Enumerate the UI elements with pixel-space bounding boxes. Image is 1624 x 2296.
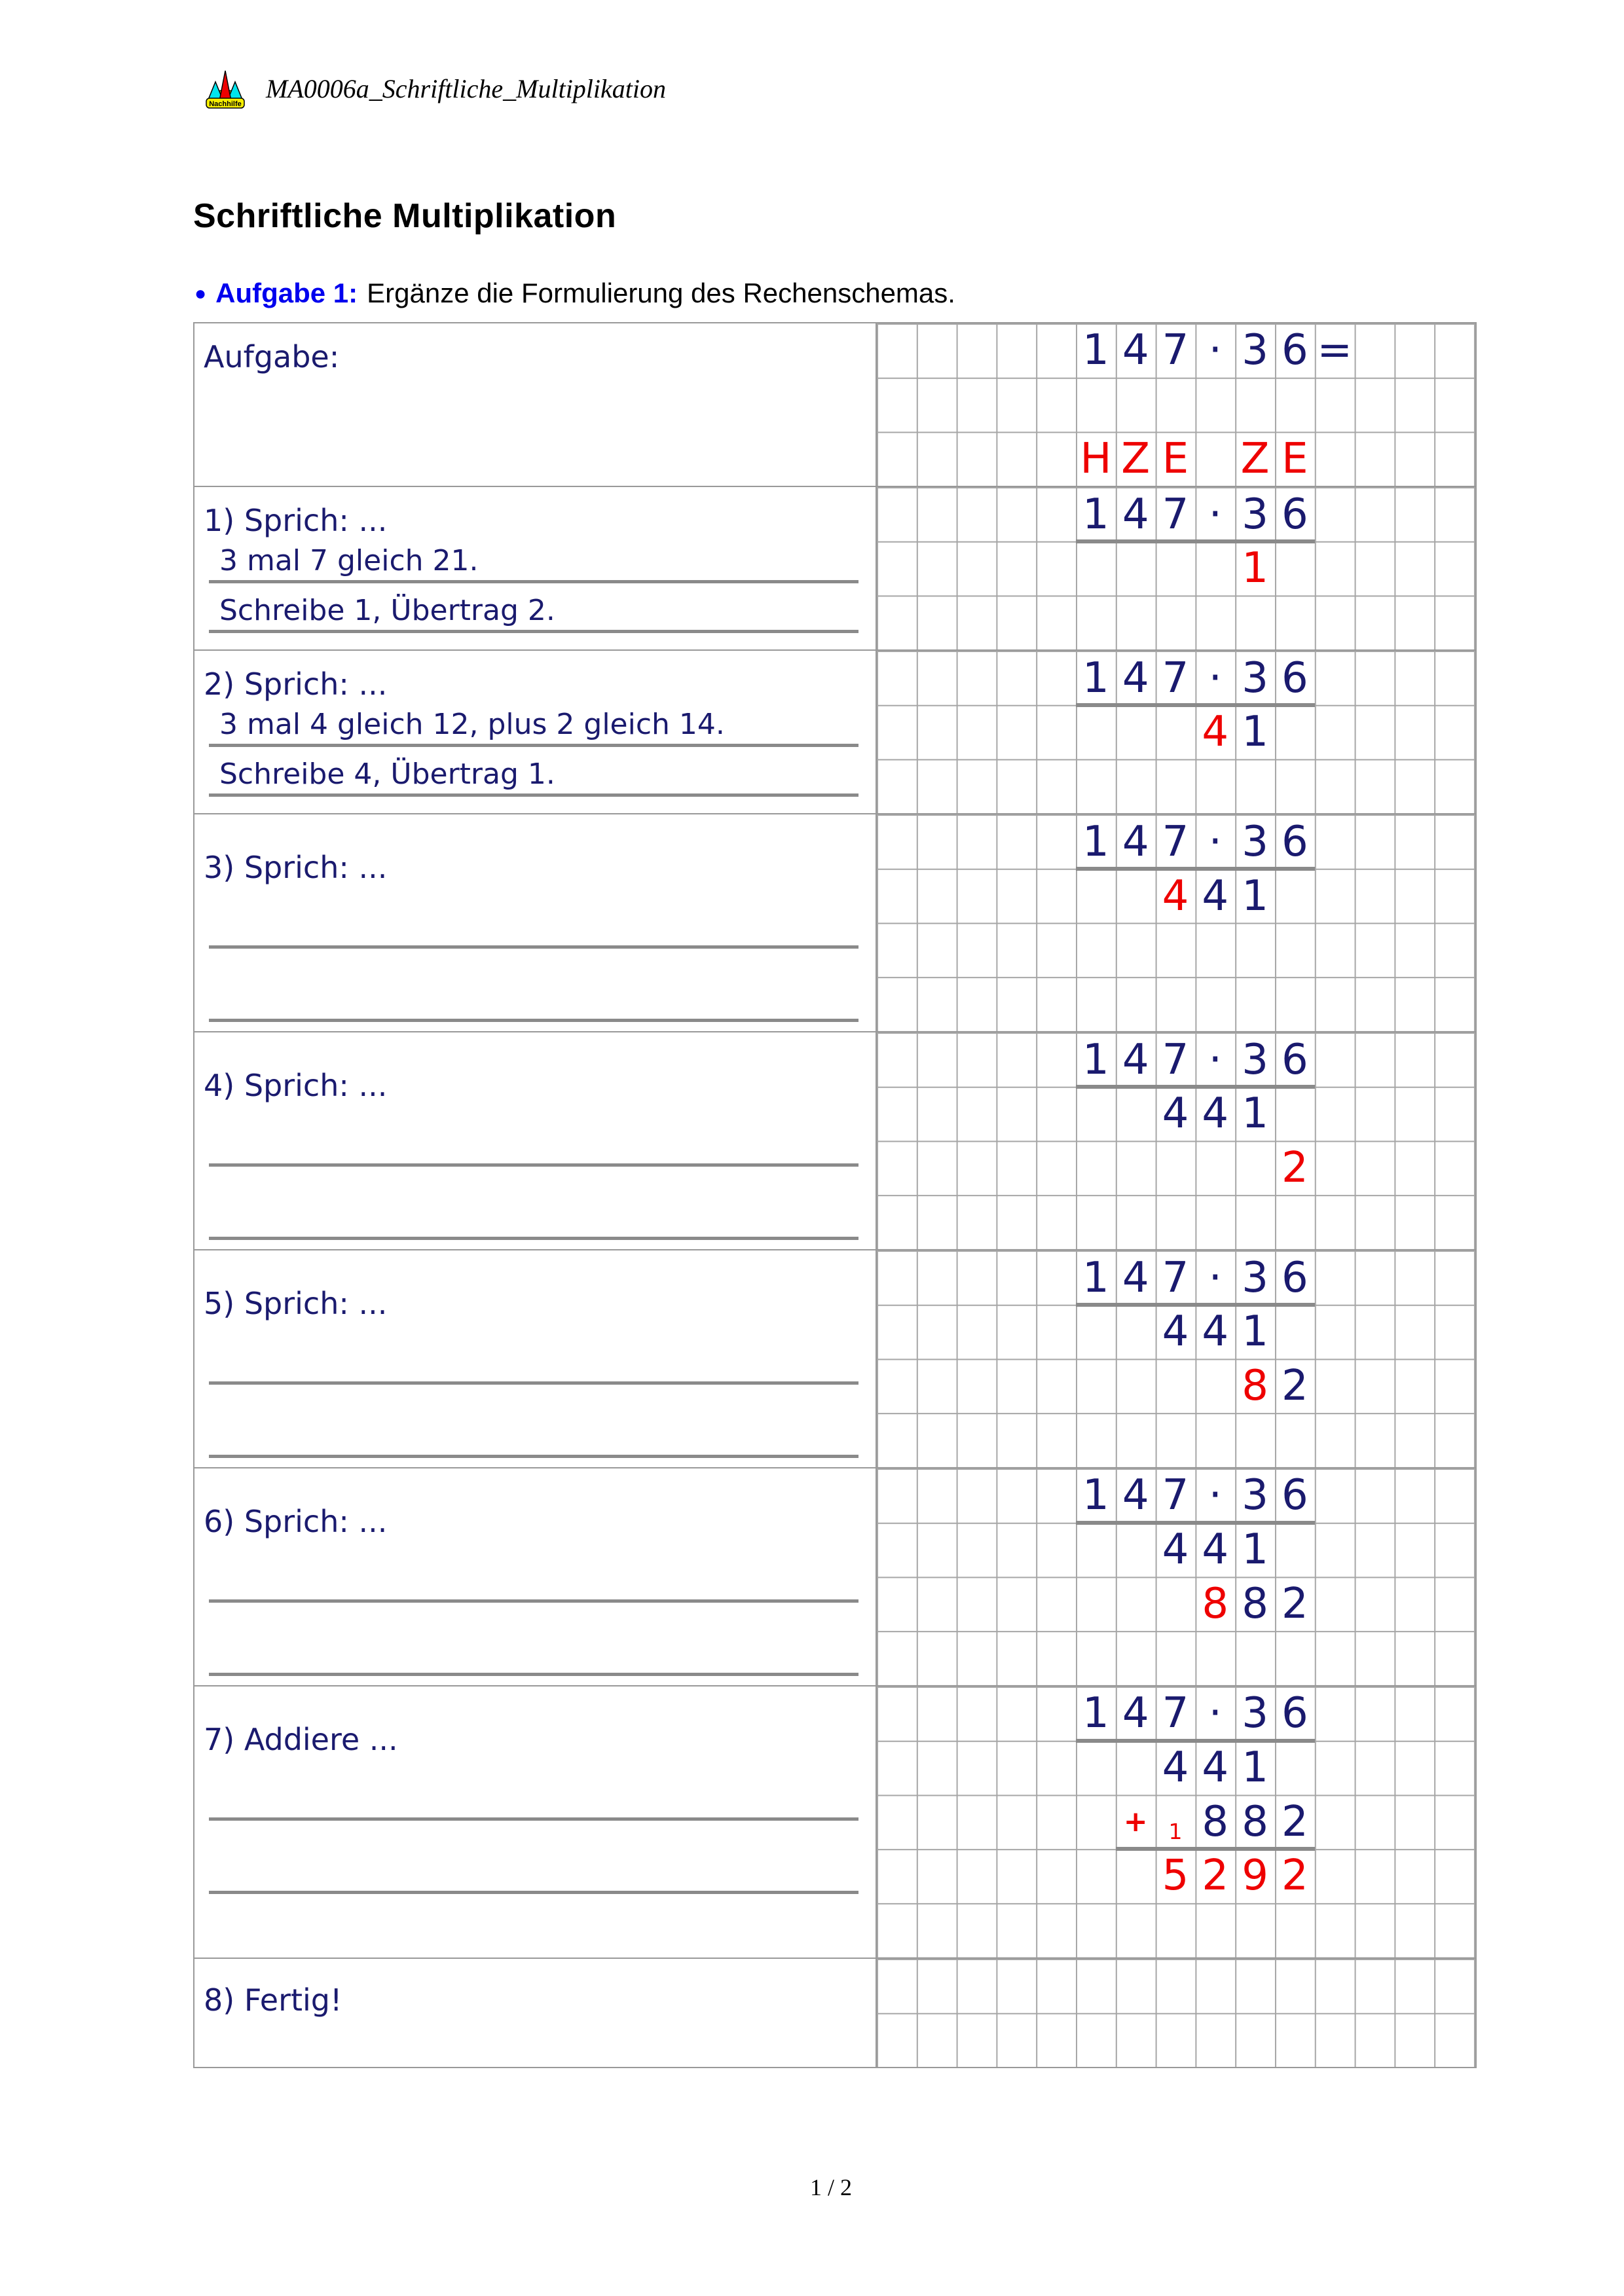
squared-grid xyxy=(877,1032,1475,1249)
grid-digit: · xyxy=(1208,653,1222,702)
answer-text: 3 mal 7 gleich 21. xyxy=(219,544,479,578)
grid-digit: · xyxy=(1208,1471,1222,1520)
answer-line xyxy=(209,542,858,583)
grid-digit: 4 xyxy=(1162,871,1189,920)
grid-digit: 1 xyxy=(1082,1253,1109,1302)
worksheet-row xyxy=(194,323,1475,486)
answer-line xyxy=(209,981,858,1022)
grid-digit: 1 xyxy=(1242,708,1268,757)
grid-digit: 6 xyxy=(1282,326,1308,375)
grid-digit: 1 xyxy=(1082,1471,1109,1520)
grid-digit: 8 xyxy=(1242,1362,1268,1411)
grid-digit: 6 xyxy=(1282,1471,1308,1520)
instruction-cell xyxy=(194,487,877,649)
grid-digit: 7 xyxy=(1162,653,1189,702)
answer-line xyxy=(209,1635,858,1676)
grid-digit: 4 xyxy=(1162,1089,1189,1139)
grid-digit: · xyxy=(1208,1035,1222,1084)
grid-digit: 4 xyxy=(1162,1743,1189,1793)
grid-digit: 2 xyxy=(1282,1579,1308,1628)
answer-line xyxy=(209,1417,858,1458)
grid-digit: E xyxy=(1162,434,1189,483)
grid-digit: 4 xyxy=(1202,871,1229,920)
row-label: 8) Fertig! xyxy=(204,1982,342,2018)
squared-grid xyxy=(877,814,1475,1031)
grid-digit: 1 xyxy=(1082,1689,1109,1738)
page-title: Schriftliche Multiplikation xyxy=(193,197,617,235)
row-label: 7) Addiere ... xyxy=(204,1721,398,1757)
answer-line xyxy=(209,592,858,633)
grid-digit: 1 xyxy=(1082,817,1109,866)
answer-line xyxy=(209,907,858,949)
grid-digit: 4 xyxy=(1122,1035,1149,1084)
grid-digit: 3 xyxy=(1242,490,1268,539)
grid-digit: 3 xyxy=(1242,1471,1268,1520)
grid-digit: 7 xyxy=(1162,490,1189,539)
grid-digit: 3 xyxy=(1242,817,1268,866)
instruction-cell xyxy=(194,814,877,1031)
grid-digit: 1 xyxy=(1082,490,1109,539)
grid-digit: · xyxy=(1208,326,1222,375)
squared-grid xyxy=(877,487,1475,649)
worksheet-row xyxy=(194,486,1475,649)
logo-label: Nachhilfe xyxy=(209,100,242,108)
squared-grid xyxy=(877,1959,1475,2067)
worksheet-row xyxy=(194,1031,1475,1249)
grid-digit: 8 xyxy=(1242,1579,1268,1628)
worksheet-row xyxy=(194,1249,1475,1467)
answer-line xyxy=(209,1561,858,1603)
answer-line xyxy=(209,1343,858,1385)
worksheet-row xyxy=(194,1958,1475,2067)
row-label: 4) Sprich: ... xyxy=(204,1068,388,1104)
task-text: Ergänze die Formulierung des Rechenschemas. xyxy=(367,278,955,308)
grid-digit: 1 xyxy=(1242,1525,1268,1575)
answer-line xyxy=(209,706,858,747)
grid-digit: 4 xyxy=(1122,817,1149,866)
squared-grid xyxy=(877,651,1475,813)
grid-digit: 8 xyxy=(1242,1797,1268,1846)
grid-digit: 9 xyxy=(1242,1851,1268,1901)
instruction-cell xyxy=(194,1250,877,1467)
grid-digit: 3 xyxy=(1242,1689,1268,1738)
plus-sign: + xyxy=(1123,1804,1148,1838)
task-line xyxy=(194,278,955,309)
grid-digit: 7 xyxy=(1162,1689,1189,1738)
answer-line xyxy=(209,1199,858,1240)
worksheet-table xyxy=(193,322,1477,2068)
grid-digit: · xyxy=(1208,1253,1222,1302)
grid-digit: 6 xyxy=(1282,490,1308,539)
grid-digit: 4 xyxy=(1162,1525,1189,1575)
squared-grid xyxy=(877,1468,1475,1685)
row-label: 2) Sprich: ... xyxy=(204,666,388,702)
grid-digit: 6 xyxy=(1282,1035,1308,1084)
grid-digit: 1 xyxy=(1242,1089,1268,1139)
grid-digit: 6 xyxy=(1282,817,1308,866)
grid-digit: 4 xyxy=(1122,1471,1149,1520)
grid-digit: 4 xyxy=(1122,1689,1149,1738)
grid-digit: 1 xyxy=(1242,1743,1268,1793)
grid-digit: Z xyxy=(1240,434,1270,483)
grid-digit: 4 xyxy=(1202,1307,1229,1357)
row-label: 5) Sprich: ... xyxy=(204,1286,388,1322)
grid-digit: 3 xyxy=(1242,326,1268,375)
grid-digit: = xyxy=(1317,326,1352,375)
grid-digit: 4 xyxy=(1162,1307,1189,1357)
nachhilfe-logo xyxy=(205,68,246,110)
grid-digit: 2 xyxy=(1282,1851,1308,1901)
grid-digit: 3 xyxy=(1242,653,1268,702)
grid-digit: 2 xyxy=(1282,1144,1308,1193)
answer-text: Schreibe 4, Übertrag 1. xyxy=(219,757,555,792)
grid-digit: 1 xyxy=(1242,871,1268,920)
logo-mountain-center xyxy=(219,71,231,101)
squared-grid xyxy=(877,1686,1475,1958)
grid-digit: 4 xyxy=(1122,326,1149,375)
grid-digit: 7 xyxy=(1162,326,1189,375)
squared-grid xyxy=(877,1250,1475,1467)
page-number: 1 / 2 xyxy=(809,2174,852,2200)
grid-digit: 7 xyxy=(1162,1035,1189,1084)
worksheet-row xyxy=(194,813,1475,1031)
grid-digit: 4 xyxy=(1122,1253,1149,1302)
grid-digit: 1 xyxy=(1242,1307,1268,1357)
answer-text: 3 mal 4 gleich 12, plus 2 gleich 14. xyxy=(219,708,725,742)
grid-digit: 8 xyxy=(1202,1579,1229,1628)
carry-digit: 1 xyxy=(1168,1819,1183,1845)
instruction-cell xyxy=(194,651,877,813)
grid-digit: 1 xyxy=(1082,326,1109,375)
grid-digit: 7 xyxy=(1162,817,1189,866)
answer-text: Schreibe 1, Übertrag 2. xyxy=(219,594,555,628)
instruction-cell xyxy=(194,1959,877,2067)
grid-digit: 3 xyxy=(1242,1253,1268,1302)
task-label: Aufgabe 1: xyxy=(215,278,358,308)
grid-digit: · xyxy=(1208,817,1222,866)
grid-digit: 7 xyxy=(1162,1471,1189,1520)
instruction-cell xyxy=(194,323,877,486)
grid-digit: 3 xyxy=(1242,1035,1268,1084)
grid-digit: · xyxy=(1208,490,1222,539)
grid-digit: H xyxy=(1080,434,1112,483)
grid-digit: 4 xyxy=(1202,1525,1229,1575)
grid-digit: 5 xyxy=(1162,1851,1189,1901)
answer-line xyxy=(209,1779,858,1821)
instruction-cell xyxy=(194,1686,877,1958)
grid-digit: 6 xyxy=(1282,653,1308,702)
grid-digit: Z xyxy=(1121,434,1151,483)
row-label: 3) Sprich: ... xyxy=(204,850,388,886)
worksheet-row xyxy=(194,649,1475,813)
answer-line xyxy=(209,1125,858,1167)
row-label: 6) Sprich: ... xyxy=(204,1504,388,1540)
grid-digit: 2 xyxy=(1282,1797,1308,1846)
grid-digit: 7 xyxy=(1162,1253,1189,1302)
grid-digit: 4 xyxy=(1202,1089,1229,1139)
bullet-icon: ● xyxy=(194,283,207,304)
worksheet-row xyxy=(194,1685,1475,1958)
grid-digit: 1 xyxy=(1082,653,1109,702)
grid-digit: E xyxy=(1282,434,1308,483)
grid-digit: 1 xyxy=(1082,1035,1109,1084)
grid-digit: 4 xyxy=(1202,1743,1229,1793)
squared-grid xyxy=(877,323,1475,486)
grid-digit: 4 xyxy=(1202,708,1229,757)
grid-digit: 4 xyxy=(1122,653,1149,702)
row-label: Aufgabe: xyxy=(204,339,340,374)
worksheet-row xyxy=(194,1467,1475,1685)
grid-digit: 6 xyxy=(1282,1689,1308,1738)
answer-line xyxy=(209,756,858,797)
document-id: MA0006a_Schriftliche_Multiplikation xyxy=(266,74,667,103)
grid-digit: 1 xyxy=(1242,544,1268,593)
row-label: 1) Sprich: ... xyxy=(204,503,388,539)
instruction-cell xyxy=(194,1032,877,1249)
grid-digit: 2 xyxy=(1282,1362,1308,1411)
grid-digit: 2 xyxy=(1202,1851,1229,1901)
grid-digit: 6 xyxy=(1282,1253,1308,1302)
grid-digit: 4 xyxy=(1122,490,1149,539)
instruction-cell xyxy=(194,1468,877,1685)
grid-digit: 8 xyxy=(1202,1797,1229,1846)
grid-digit: · xyxy=(1208,1689,1222,1738)
answer-line xyxy=(209,1853,858,1894)
